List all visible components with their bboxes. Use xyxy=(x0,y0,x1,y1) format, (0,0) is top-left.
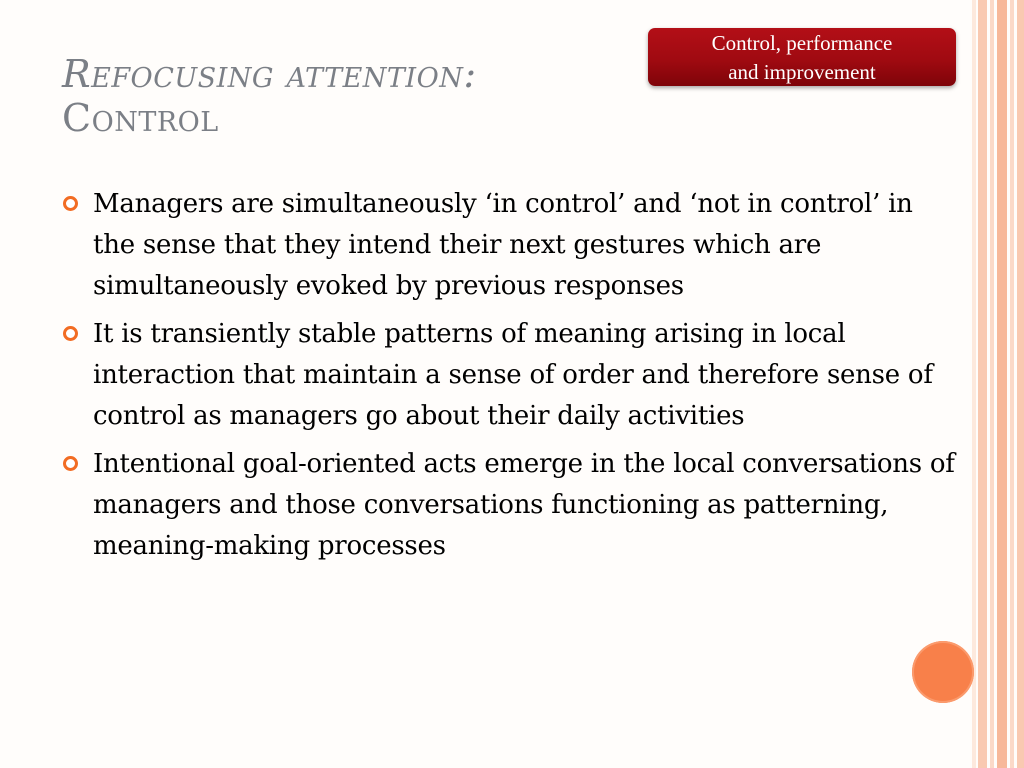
stripe xyxy=(972,0,976,768)
stripe xyxy=(1010,0,1014,768)
stripe xyxy=(978,0,987,768)
bullet-list xyxy=(62,184,962,574)
title-line-1: Refocusing attention: xyxy=(62,52,477,96)
decorative-circle-icon xyxy=(912,641,974,703)
topic-tag-line-2: and improvement xyxy=(728,60,876,84)
stripe xyxy=(997,0,1007,768)
slide-title xyxy=(62,52,642,140)
bullet-text: Managers are simultaneously ‘in control’ and ‘not in control’ in the sense that they intend their next gestures which are simultaneously evoked by previous responses xyxy=(93,189,913,301)
bullet-ring-icon xyxy=(63,326,78,341)
bullet-item xyxy=(62,314,962,437)
stripe xyxy=(990,0,994,768)
decorative-stripes xyxy=(972,0,1024,768)
stripe xyxy=(1017,0,1024,768)
bullet-ring-icon xyxy=(63,196,78,211)
bullet-item xyxy=(62,184,962,307)
bullet-item xyxy=(62,444,962,567)
topic-tag-line-1: Control, performance xyxy=(711,31,893,55)
bullet-ring-icon xyxy=(63,456,78,471)
bullet-text: Intentional goal-oriented acts emerge in the local conversations of managers and those conversations functioning as patterning, meaning-making processes xyxy=(93,449,955,561)
title-line-2: Control xyxy=(62,96,219,140)
bullet-text: It is transiently stable patterns of meaning arising in local interaction that maintain a sense of order and therefore sense of control as managers go about their daily activities xyxy=(93,319,933,431)
topic-tag xyxy=(648,28,956,86)
